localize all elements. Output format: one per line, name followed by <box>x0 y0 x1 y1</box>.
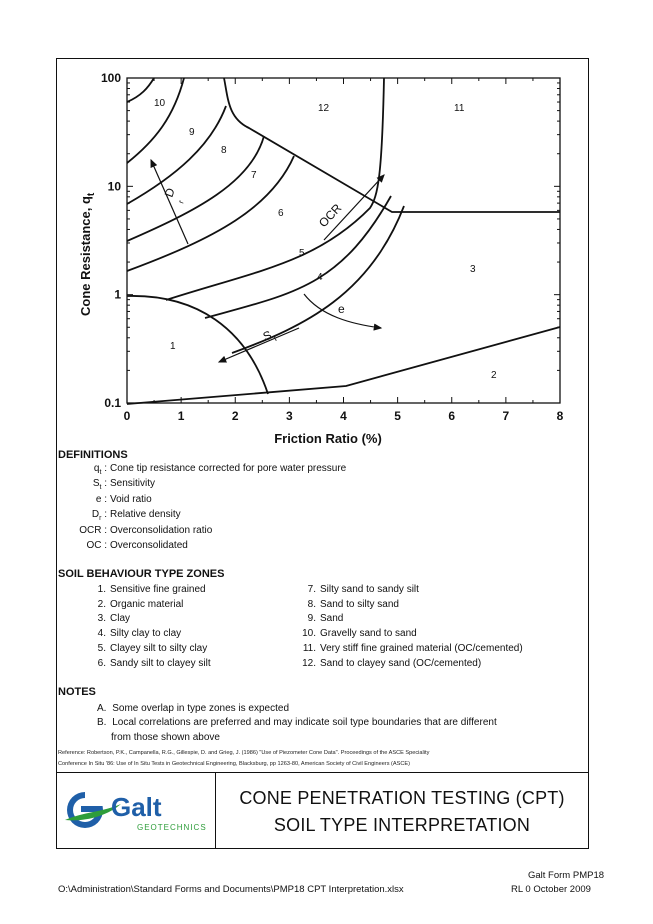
y-tick-label: 0.1 <box>104 396 121 410</box>
x-tick-label: 6 <box>448 409 456 423</box>
definition-symbol: $q_t$ : <box>93 463 107 476</box>
zone-label-3: 3 <box>470 264 476 275</box>
zone-label: Silty sand to sandy silt <box>320 584 419 595</box>
zone-number: 9. <box>307 613 316 625</box>
zone-label: Sand <box>320 613 344 625</box>
zone-number: 1. <box>97 584 106 595</box>
definition-row <box>72 540 372 554</box>
zone-label: Sandy silt to clayey silt <box>110 657 211 669</box>
title-line-2: SOIL TYPE INTERPRETATION <box>273 815 531 835</box>
zone-item <box>86 658 211 669</box>
zone-number: 6. <box>97 657 106 669</box>
definition-symbol-sub: t <box>99 484 102 492</box>
zone-item <box>86 599 183 610</box>
zone-label-6: 6 <box>278 208 284 219</box>
zone-label-1: 1 <box>170 341 176 352</box>
zone-label-10: 10 <box>154 98 166 109</box>
zone-label: Silty clay to clay <box>110 628 182 640</box>
zone-label: Sand to silty sand <box>320 598 399 610</box>
definition-symbol: OC : <box>86 540 107 551</box>
note-a-label: A. <box>97 703 107 714</box>
reference-line-1: Reference: Robertson, P.K., Campanella, R.G., Gillespie, D. and Grieg, J. (1986) "Use of Piezometer Cone Data". Proceedings of the ASCE Speciality <box>58 750 430 756</box>
zone-number: 2. <box>97 598 106 610</box>
zone-number: 3. <box>97 613 106 625</box>
note-a <box>97 703 289 714</box>
definition-symbol: $S_t$ : <box>92 478 107 492</box>
definition-symbol: $D_r$ : <box>91 509 107 523</box>
zone-label-7: 7 <box>251 170 257 181</box>
definition-row <box>72 463 372 477</box>
note-b-label: B. <box>97 717 107 728</box>
logo-name: Galt <box>111 792 162 822</box>
note-b-text-2: from those shown above <box>111 732 220 743</box>
zone-label: Organic material <box>110 598 184 610</box>
zone-item <box>296 658 481 669</box>
definition-symbol-sub: t <box>99 469 102 476</box>
y-tick-label: 1 <box>114 287 121 302</box>
dr-label-sub: r <box>176 199 186 205</box>
zone-label: Sand to clayey sand (OC/cemented) <box>320 657 482 669</box>
x-tick-label: 2 <box>231 409 239 423</box>
zone-item <box>296 628 417 639</box>
soil-classification-chart <box>56 58 589 450</box>
x-tick-label: 0 <box>123 409 131 423</box>
zone-label-2: 2 <box>491 370 497 381</box>
definition-symbol-sub: r <box>99 515 102 523</box>
x-tick-label: 3 <box>286 409 293 423</box>
zone-label-4: 4 <box>317 272 323 283</box>
definition-text: Cone tip resistance corrected for pore water pressure <box>110 463 347 474</box>
ocr-label: OCR <box>315 200 345 231</box>
notes-heading: NOTES <box>58 686 96 698</box>
zones-heading: SOIL BEHAVIOUR TYPE ZONES <box>58 568 225 580</box>
logo-subtitle: GEOTECHNICS <box>137 823 207 832</box>
reference-line-2: Conference In Situ '86: Use of In Situ Tests in Geotechnical Engineering, Blacksburg, pp 1263-80, American Society of Civil Engineers (ASCE) <box>58 761 411 767</box>
definition-text: Overconsolidated <box>110 540 188 551</box>
zone-label: Gravelly sand to sand <box>320 628 417 640</box>
definitions-heading: DEFINITIONS <box>58 449 128 461</box>
zone-item <box>86 643 207 654</box>
form-number: Galt Form PMP18 <box>528 870 605 881</box>
y-axis-title-group <box>78 192 97 316</box>
x-tick-label: 4 <box>340 409 347 423</box>
e-label: e <box>338 302 345 316</box>
definition-text: Relative density <box>110 509 181 521</box>
st-label: S <box>260 327 274 344</box>
definition-row <box>72 509 372 523</box>
x-tick-label: 1 <box>177 409 185 423</box>
zone-item <box>86 584 206 595</box>
zone-number: 12. <box>302 657 316 669</box>
zone-item <box>296 613 343 624</box>
zone-number: 8. <box>307 598 316 610</box>
y-axis-title-sub: t <box>86 192 97 197</box>
definition-text: Void ratio <box>110 493 152 505</box>
zone-label: Clayey silt to silty clay <box>110 642 208 654</box>
zone-item <box>296 643 523 654</box>
title-line-1: CONE PENETRATION TESTING (CPT) <box>239 788 565 808</box>
zone-item <box>86 628 181 639</box>
dr-label: D <box>161 186 178 200</box>
zone-item <box>296 599 399 610</box>
y-axis-title: Cone Resistance, $q_t$ <box>78 192 97 316</box>
note-b-text-1: Local correlations are preferred and may indicate soil type boundaries that are different <box>112 717 497 728</box>
x-tick-label: 7 <box>502 409 510 423</box>
zone-label-8: 8 <box>221 145 227 156</box>
note-a-text: Some overlap in type zones is expected <box>112 703 290 714</box>
definition-row <box>72 525 372 539</box>
zone-number: 5. <box>97 642 106 654</box>
x-tick-label: 8 <box>556 409 564 423</box>
zone-item <box>86 613 130 624</box>
zone-label: Very stiff fine grained material (OC/cemented) <box>320 642 523 654</box>
zone-label: Clay <box>110 613 131 625</box>
arrow-labels <box>162 186 345 344</box>
definition-row <box>72 494 372 508</box>
definition-row <box>72 478 372 492</box>
y-tick-label: 10 <box>107 179 121 194</box>
definition-text: Overconsolidation ratio <box>110 524 213 536</box>
file-path: O:\Administration\Standard Forms and Documents\PMP18 CPT Interpretation.xlsx <box>58 884 404 895</box>
y-tick-label: 100 <box>100 71 121 85</box>
x-tick-label: 5 <box>394 409 401 423</box>
x-axis-title: Friction Ratio (%) <box>274 431 382 446</box>
zone-label-9: 9 <box>189 127 195 138</box>
zone-number: 11. <box>302 642 316 654</box>
title-divider <box>215 772 216 849</box>
zone-item <box>296 584 419 595</box>
zone-label: Sensitive fine grained <box>110 584 206 595</box>
zone-number: 7. <box>307 584 316 595</box>
zone-label-11: 11 <box>454 103 465 114</box>
zone-number: 10. <box>302 628 316 640</box>
st-label-sub: t <box>272 333 278 343</box>
zone-label-12: 12 <box>318 103 330 114</box>
zone-label-5: 5 <box>299 248 305 259</box>
galt-logo <box>63 782 213 840</box>
zone-number: 4. <box>97 628 106 640</box>
revision: RL 0 October 2009 <box>511 884 591 895</box>
definition-symbol: e : <box>95 493 107 505</box>
definition-symbol: OCR : <box>79 524 107 536</box>
definition-text: Sensitivity <box>110 478 156 490</box>
note-b <box>97 717 497 728</box>
